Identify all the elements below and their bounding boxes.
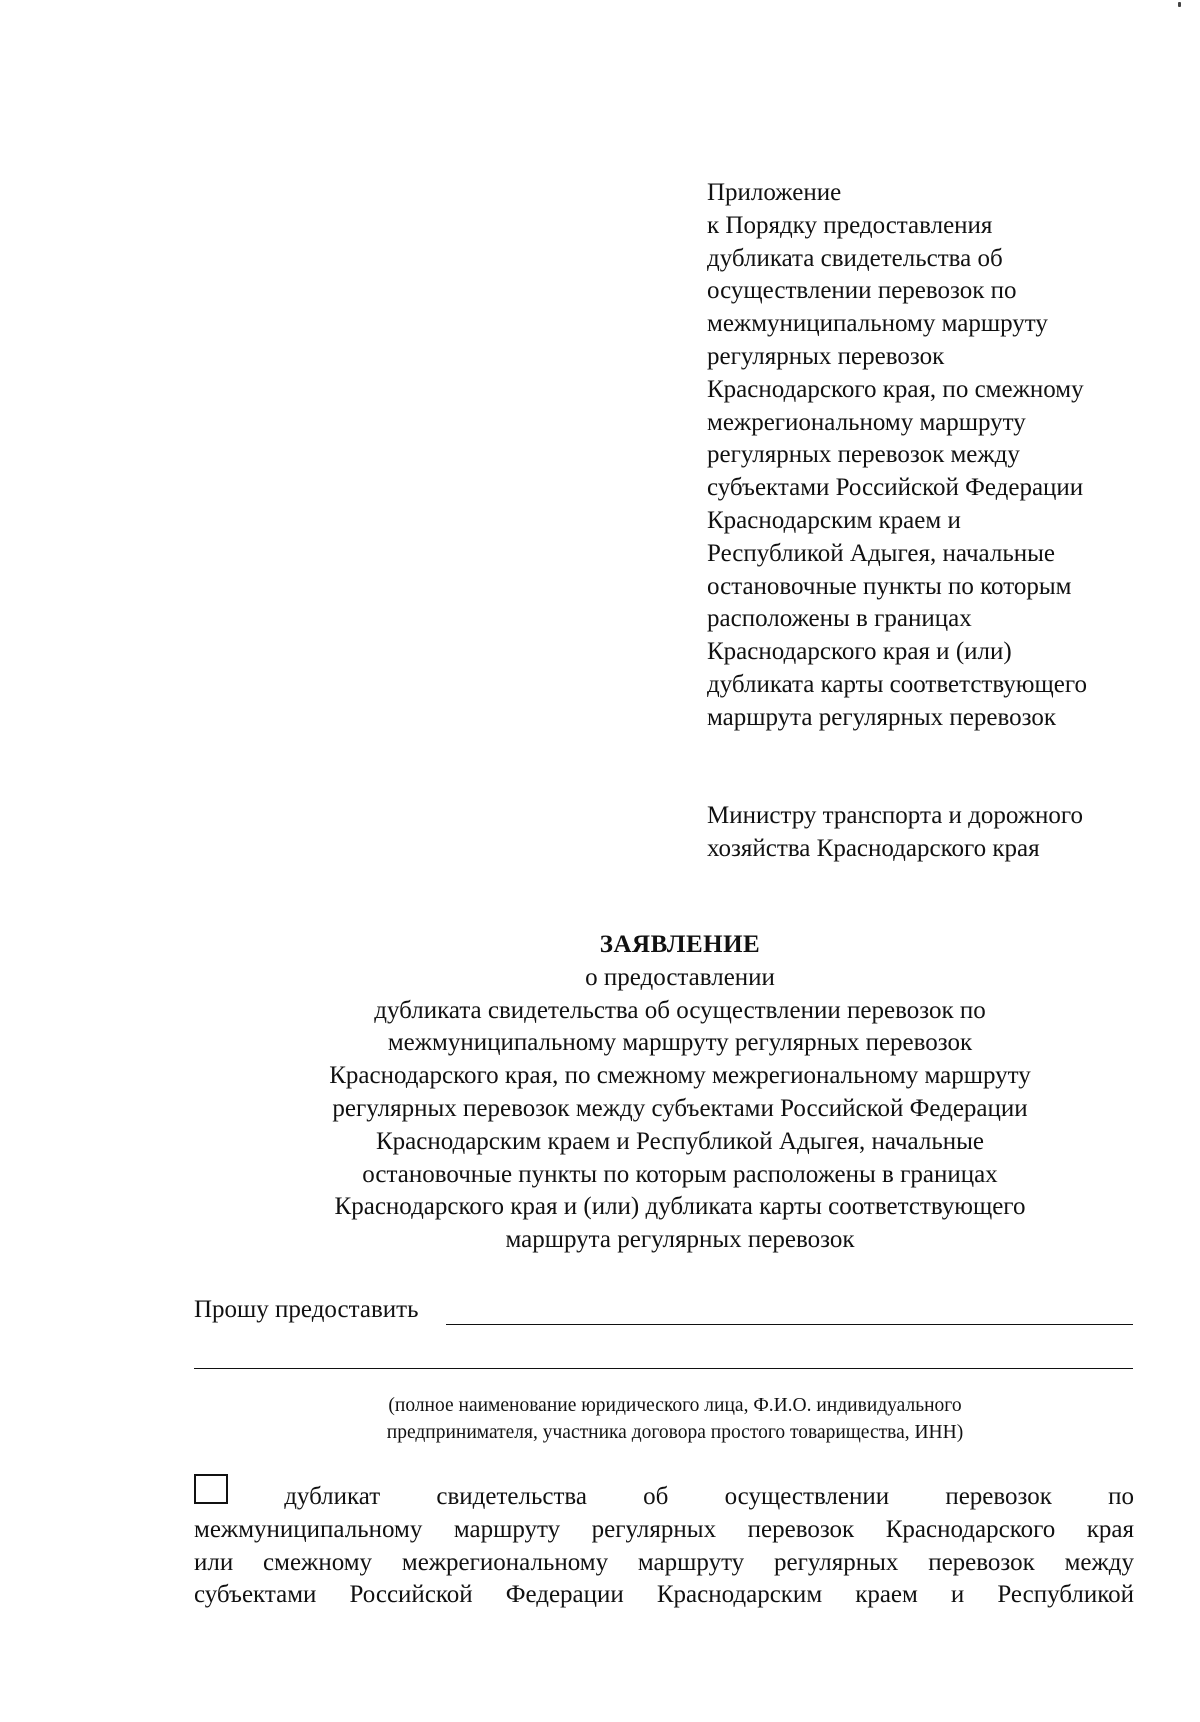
appendix-line: Приложение [707,179,842,206]
statement-subtitle-line: маршрута регулярных перевозок [505,1226,855,1254]
field-hint-line: предпринимателя, участника договора простого товарищества, ИНН) [386,1422,964,1443]
appendix-line: Краснодарского края и (или) [707,638,1012,666]
appendix-block [707,177,1147,735]
appendix-line: субъектами Российской Федерации [707,474,1084,502]
appendix-line: остановочные пункты по которым [707,572,1072,600]
appendix-line: межмуниципальному маршруту [707,310,1048,338]
addressee-line: Министру транспорта и дорожного [707,802,1084,829]
scan-speck [1178,2,1181,7]
appendix-line: межрегиональному маршруту [707,408,1026,436]
appendix-line: регулярных перевозок между [707,441,1020,469]
appendix-line: дубликата карты соответствующего [707,670,1087,698]
statement-subtitle-line: Краснодарского края и (или) дубликата карты соответствующего [334,1193,1026,1221]
addressee-block [707,800,1147,866]
request-row [194,1294,1134,1328]
duplicate-certificate-checkbox[interactable] [194,1474,228,1504]
appendix-line: расположены в границах [707,605,972,633]
statement-subtitle-line: межмуниципальному маршруту регулярных перевозок [387,1029,973,1057]
option-first-line [194,1472,1134,1514]
statement-subtitle-line: дубликата свидетельства об осуществлении перевозок по [374,996,986,1024]
statement-subtitle-line: остановочные пункты по которым расположены в границах [362,1160,998,1188]
field-hint-line: (полное наименование юридического лица, Ф.И.О. индивидуального [388,1395,962,1416]
statement-subtitle-line: о предоставлении [585,963,775,991]
field-hint [250,1392,1100,1446]
appendix-line: Республикой Адыгея, начальные [707,539,1055,567]
statement-subtitle-line: Краснодарского края, по смежному межрегиональному маршруту [329,1062,1031,1090]
applicant-name-field-continued[interactable] [194,1368,1133,1369]
option-word: осуществлении [724,1483,890,1510]
option-word: свидетельства [436,1483,587,1510]
appendix-line: осуществлении перевозок по [707,277,1017,305]
appendix-line: Краснодарским краем и [707,506,961,534]
option-text-line: субъектами Российской Федерации Краснодарским краем и Республикой [194,1581,1134,1609]
addressee-line: хозяйства Краснодарского края [707,834,1040,862]
appendix-line: к Порядку предоставления [707,211,993,239]
duplicate-certificate-option [194,1472,1134,1612]
statement-subtitle-line: регулярных перевозок между субъектами Российской Федерации [332,1094,1028,1122]
option-text-line: межмуниципальному маршруту регулярных перевозок Краснодарского края [194,1515,1134,1543]
statement-heading: ЗАЯВЛЕНИЕ [599,931,761,958]
option-word: об [643,1483,669,1510]
appendix-line: Краснодарского края, по смежному [707,375,1084,403]
appendix-line: регулярных перевозок [707,342,945,370]
appendix-line: маршрута регулярных перевозок [707,703,1056,731]
appendix-line: дубликата свидетельства об [707,244,1003,272]
option-word: перевозок [945,1483,1052,1510]
statement-title-block [240,929,1120,1257]
applicant-name-field[interactable] [446,1324,1133,1325]
statement-subtitle-line: Краснодарским краем и Республикой Адыгея, начальные [375,1127,985,1155]
request-label: Прошу предоставить [194,1296,419,1323]
option-word: по [1108,1483,1134,1510]
option-text-line: или смежному межрегиональному маршруту регулярных перевозок между [194,1548,1134,1576]
option-word: дубликат [284,1483,381,1510]
